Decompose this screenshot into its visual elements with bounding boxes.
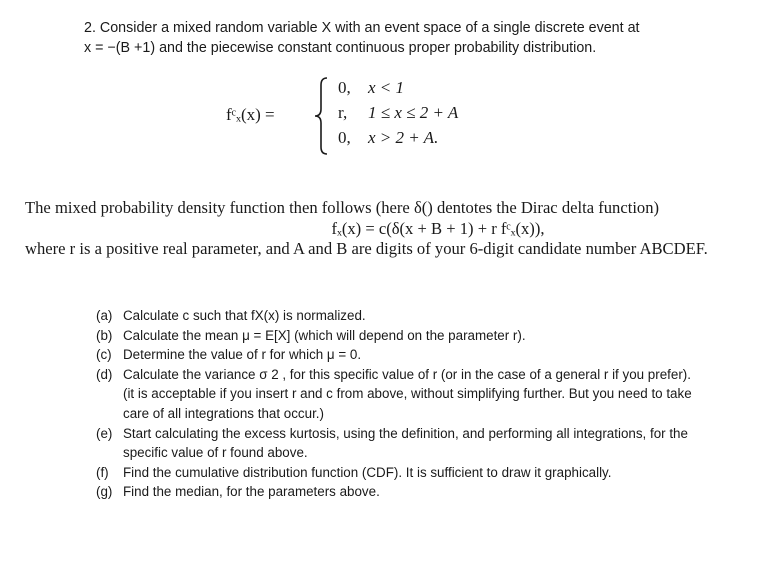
part-text: Determine the value of r for which μ = 0.	[123, 347, 362, 363]
part-label: (a)	[96, 308, 113, 323]
formula-lhs: fᶜₓ(x) =	[226, 105, 275, 124]
formula-case-1	[338, 78, 404, 98]
left-brace-icon	[312, 76, 332, 156]
question-part-e	[96, 424, 696, 463]
case-value: r,	[338, 103, 348, 122]
question-part-d	[96, 365, 696, 424]
case-value: 0,	[338, 78, 351, 97]
intro-line-2: x = −(B +1) and the piecewise constant continuous proper probability distribution.	[84, 40, 597, 56]
part-text: Find the cumulative distribution function (CDF). It is sufficient to draw it graphically.	[123, 464, 612, 480]
part-text: Find the median, for the parameters above.	[123, 484, 380, 500]
piecewise-density-formula	[226, 76, 546, 156]
formula-case-2	[338, 103, 458, 123]
question-part-b	[96, 326, 696, 346]
mixed-density-intro: The mixed probability density function then follows (here δ() dentotes the Dirac delta function)	[25, 198, 660, 217]
part-text: Start calculating the excess kurtosis, using the definition, and performing all integrations, for the specific value of r found above.	[123, 425, 688, 461]
formula-case-3	[338, 128, 438, 148]
question-parts-list	[96, 306, 696, 502]
question-part-f	[96, 463, 696, 483]
case-value: 0,	[338, 128, 351, 147]
part-text: Calculate the mean μ = E[X] (which will depend on the parameter r).	[123, 327, 526, 343]
mixed-density-equation: fₓ(x) = c(δ(x + B + 1) + r fᶜₓ(x)),	[331, 218, 545, 238]
question-part-a	[96, 306, 696, 326]
mixed-density-paragraph	[25, 198, 755, 260]
part-label: (d)	[96, 366, 113, 382]
question-part-c	[96, 345, 696, 365]
problem-intro	[84, 18, 684, 58]
part-text: Calculate c such that fX(x) is normalized.	[123, 308, 366, 323]
case-condition: x < 1	[368, 78, 405, 97]
part-text: Calculate the variance σ 2 , for this specific value of r (or in the case of a general r if you prefer). (it is acceptable if you insert r and c from above, without simplifying further. But you need to take care of all integrations that occur.)	[123, 366, 692, 421]
part-label: (b)	[96, 327, 113, 343]
part-label: (g)	[96, 484, 113, 500]
part-label: (e)	[96, 425, 113, 441]
question-part-g	[96, 482, 696, 502]
intro-line-1: 2. Consider a mixed random variable X with an event space of a single discrete event at	[84, 20, 640, 36]
case-condition: 1 ≤ x ≤ 2 + A	[368, 103, 459, 122]
part-label: (f)	[96, 464, 109, 480]
part-label: (c)	[96, 347, 112, 363]
case-condition: x > 2 + A.	[368, 128, 439, 147]
parameter-description: where r is a positive real parameter, and A and B are digits of your 6-digit candidate number ABCDEF.	[25, 239, 708, 258]
